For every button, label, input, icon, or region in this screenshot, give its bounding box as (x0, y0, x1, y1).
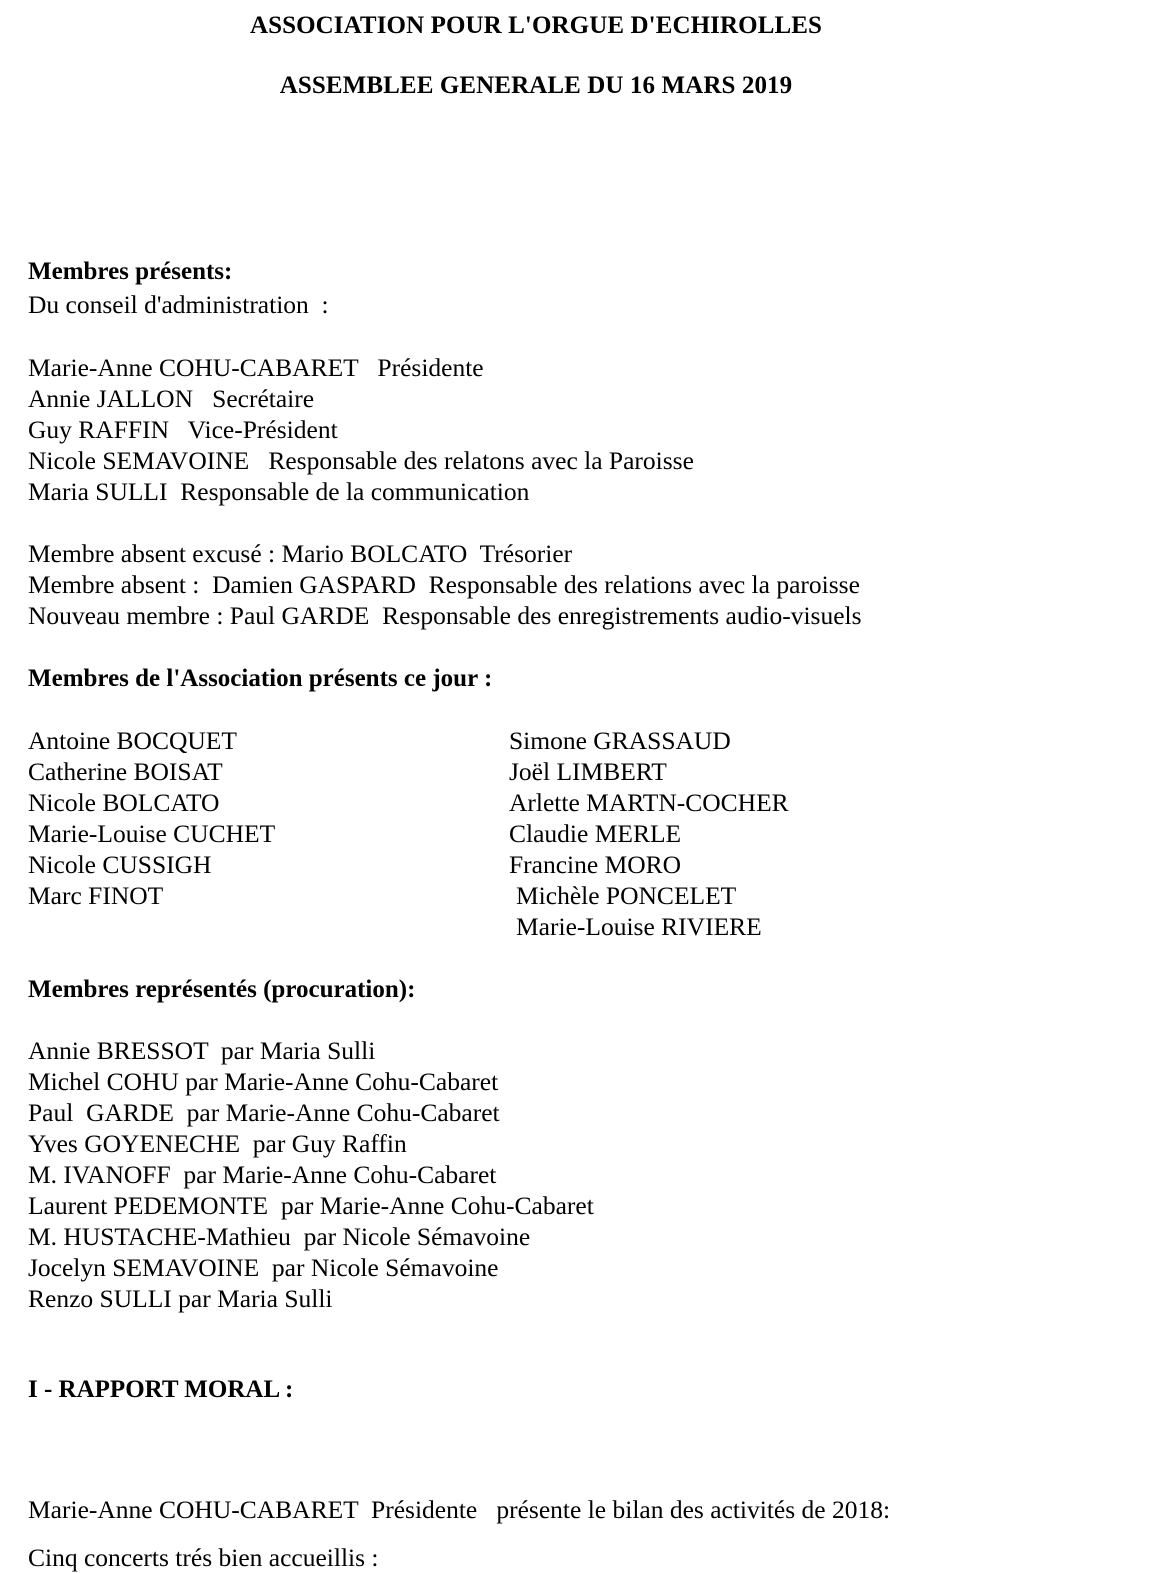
members-present-heading: Membres présents: (28, 258, 233, 285)
absence-note-1: Membre absent : Damien GASPARD Responsable des relations avec la paroisse (28, 570, 860, 599)
roster-name-left: Nicole CUSSIGH (28, 850, 212, 879)
roster-name-right: Marie-Louise RIVIERE (516, 912, 762, 941)
rapport-moral-intro: Marie-Anne COHU-CABARET Présidente présente le bilan des activités de 2018: (28, 1495, 891, 1524)
roster-name-right: Michèle PONCELET (516, 881, 737, 910)
roster-name-right: Simone GRASSAUD (509, 726, 731, 755)
roster-name-left: Nicole BOLCATO (28, 788, 220, 817)
absence-note-0: Membre absent excusé : Mario BOLCATO Trésorier (28, 539, 573, 568)
proxy-entry-2: Paul GARDE par Marie-Anne Cohu-Cabaret (28, 1098, 500, 1127)
roster-name-right: Joël LIMBERT (509, 757, 667, 786)
board-member-1: Annie JALLON Secrétaire (28, 384, 315, 413)
document-title-line-2: ASSEMBLEE GENERALE DU 16 MARS 2019 (279, 72, 793, 99)
document-title-line-1: ASSOCIATION POUR L'ORGUE D'ECHIROLLES (249, 12, 823, 39)
rapport-moral-heading: I - RAPPORT MORAL : (28, 1376, 294, 1403)
members-present-subheading: Du conseil d'administration : (28, 290, 329, 319)
roster-row (0, 818, 1072, 849)
association-members-roster (0, 725, 1072, 942)
roster-row (0, 849, 1072, 880)
roster-row (0, 725, 1072, 756)
absence-note-2: Nouveau membre : Paul GARDE Responsable des enregistrements audio-visuels (28, 601, 862, 630)
roster-name-right: Francine MORO (509, 850, 682, 879)
association-members-heading: Membres de l'Association présents ce jour : (28, 665, 493, 692)
proxy-entry-4: M. IVANOFF par Marie-Anne Cohu-Cabaret (28, 1160, 497, 1189)
proxy-entry-1: Michel COHU par Marie-Anne Cohu-Cabaret (28, 1067, 499, 1096)
roster-row (0, 787, 1072, 818)
roster-name-right: Claudie MERLE (509, 819, 682, 848)
roster-name-right: Arlette MARTN-COCHER (509, 788, 789, 817)
proxy-entry-3: Yves GOYENECHE par Guy Raffin (28, 1129, 407, 1158)
roster-name-left: Antoine BOCQUET (28, 726, 237, 755)
roster-row (0, 756, 1072, 787)
represented-members-heading: Membres représentés (procuration): (28, 976, 416, 1003)
proxy-entry-5: Laurent PEDEMONTE par Marie-Anne Cohu-Cabaret (28, 1191, 594, 1220)
rapport-moral-subintro: Cinq concerts trés bien accueillis : (28, 1543, 379, 1572)
roster-name-left: Marie-Louise CUCHET (28, 819, 276, 848)
roster-row (0, 880, 1072, 911)
board-member-4: Maria SULLI Responsable de la communication (28, 477, 530, 506)
board-member-3: Nicole SEMAVOINE Responsable des relatons avec la Paroisse (28, 446, 694, 475)
board-member-0: Marie-Anne COHU-CABARET Présidente (28, 353, 484, 382)
proxy-entry-8: Renzo SULLI par Maria Sulli (28, 1284, 333, 1313)
roster-row (0, 911, 1072, 942)
proxy-entry-7: Jocelyn SEMAVOINE par Nicole Sémavoine (28, 1253, 499, 1282)
board-member-2: Guy RAFFIN Vice-Président (28, 415, 338, 444)
proxy-entry-6: M. HUSTACHE-Mathieu par Nicole Sémavoine (28, 1222, 531, 1251)
proxy-entry-0: Annie BRESSOT par Maria Sulli (28, 1036, 376, 1065)
roster-name-left: Marc FINOT (28, 881, 164, 910)
roster-name-left: Catherine BOISAT (28, 757, 223, 786)
